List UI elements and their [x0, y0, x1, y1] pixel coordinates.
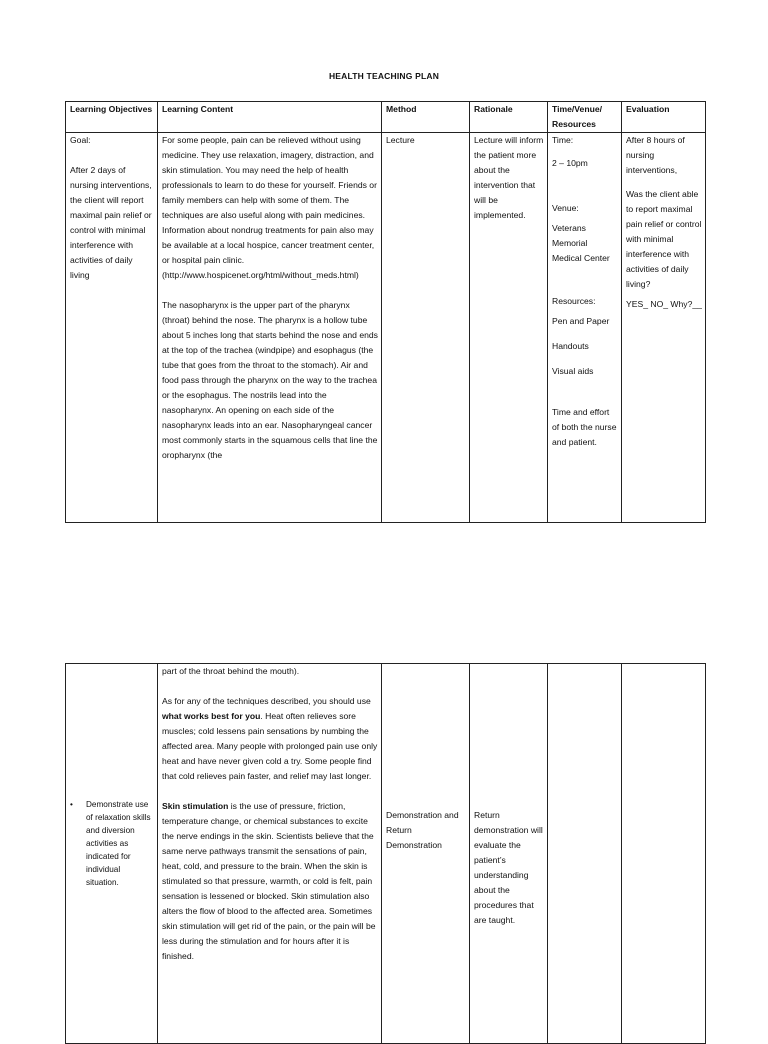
resource-item: Visual aids [552, 366, 594, 376]
resource-item: Handouts [552, 341, 589, 351]
content-cell [158, 664, 382, 1044]
content-text: As for any of the techniques described, you should use [162, 696, 374, 706]
content-paragraph: The nasopharynx is the upper part of the pharynx (throat) behind the nose. The pharynx is a hollow tube about 5 inches long that starts behind the nose and ends at the top of the trachea (windpipe) and esophagus (the tube that goes from the throat to the stomach). Air and food pass through the pharynx on the way to the trachea or the esophagus. The nostrils lead into the nasopharynx. An opening on each side of the nasopharynx leads into an ear. Nasopharyngeal cancer most commonly starts in the squamous cells that line the oropharynx (the [162, 300, 381, 460]
time-value: 2 – 10pm [552, 158, 588, 168]
content-emphasis: Skin stimulation [162, 801, 229, 811]
content-text: is the use of pressure, friction, temperature change, or chemical substances to excite the nerve endings in the skin. Scientists believe that the same nerve pathways transmit the sensations of pain, heat, cold, and pressure to the brain. When the skin is stimulated so that pressure, warmth, or cold is felt, pain sensation is lessened or blocked. Skin stimulation also alters the flow of blood to the affected area. Sometimes skin stimulation will get rid of the pain, or the pain will be less during the stimulation and for hours after it is finished. [162, 801, 378, 961]
header-method: Method [382, 102, 470, 133]
objectives-cell [66, 664, 158, 1044]
evaluation-question: Was the client able to report maximal pain relief or control with minimal interference with activities of daily living? [626, 189, 702, 289]
goal-text: After 2 days of nursing interventions, the client will report maximal pain relief or control with minimal interference with activities of daily living [70, 165, 155, 280]
content-paragraph: For some people, pain can be relieved without using medicine. They use relaxation, imagery, distraction, and skin stimulation. You may need the help of health professionals to learn to do these for yourself. Friends or family members can help with some of them. The techniques are also useful along with pain medicines. Information about nondrug treatments for pain also may be available at a local hospice, cancer treatment center, or hospital pain clinic. (http://www.hospicenet.org/html/without_meds.html) [162, 135, 380, 280]
rationale-cell: Return demonstration will evaluate the patient’s understanding about the procedures that are taught. [470, 664, 548, 1044]
content-text: . Heat often relieves sore muscles; cold lessens pain sensations by numbing the affected area. Many people with prolonged pain use only heat and have never given cold a try. Some people find that cold relieves pain faster, and relief may last longer. [162, 711, 380, 781]
teaching-plan-table-page1 [65, 101, 706, 523]
resource-item: Pen and Paper [552, 316, 610, 326]
header-learning-objectives: Learning Objectives [66, 102, 158, 133]
header-evaluation: Evaluation [622, 102, 706, 133]
goal-label: Goal: [70, 135, 91, 145]
table-row [66, 133, 706, 523]
page-title: HEALTH TEACHING PLAN [328, 71, 440, 81]
content-paragraph [162, 799, 378, 964]
content-paragraph: part of the throat behind the mouth). [162, 666, 300, 676]
header-rationale: Rationale [470, 102, 548, 133]
header-row [66, 102, 706, 133]
time-venue-cell [548, 664, 622, 1044]
header-learning-content: Learning Content [158, 102, 382, 133]
time-label: Time: [552, 135, 574, 145]
evaluation-cell [622, 133, 706, 523]
table-row [66, 664, 706, 1044]
venue-value: Veterans Memorial Medical Center [552, 223, 610, 263]
resources-label: Resources: [552, 296, 596, 306]
content-cell [158, 133, 382, 523]
objectives-cell [66, 133, 158, 523]
content-paragraph [162, 694, 378, 784]
evaluation-cell [622, 664, 706, 1044]
rationale-cell: Lecture will inform the patient more about the intervention that will be implemented. [470, 133, 548, 523]
effort-text: Time and effort of both the nurse and patient. [552, 407, 617, 447]
method-cell: Lecture [382, 133, 470, 523]
content-emphasis: what works best for you [162, 711, 261, 721]
evaluation-answer: YES_ NO_ Why?__ [626, 299, 702, 309]
method-cell: Demonstration and Return Demonstration [382, 664, 470, 1044]
evaluation-text: After 8 hours of nursing interventions, [626, 135, 685, 175]
venue-label: Venue: [552, 203, 579, 213]
time-venue-cell [548, 133, 622, 523]
teaching-plan-table-page2 [65, 663, 706, 1044]
header-time-venue-resources: Time/Venue/ Resources [548, 102, 622, 133]
bullet-icon: • [70, 800, 73, 809]
objective-text: Demonstrate use of relaxation skills and diversion activities as indicated for individual situation. [86, 800, 151, 887]
